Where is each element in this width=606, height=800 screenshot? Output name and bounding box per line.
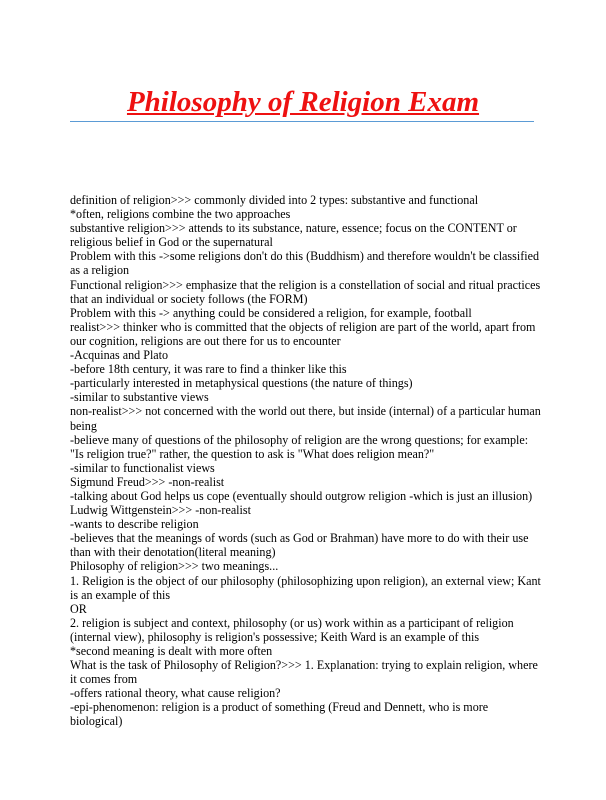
body-line: Sigmund Freud>>> -non-realist — [70, 474, 225, 489]
document-body — [70, 193, 540, 729]
body-line: religious belief in God or the supernatural — [70, 235, 273, 250]
body-line: Ludwig Wittgenstein>>> -non-realist — [70, 503, 251, 518]
body-line: *second meaning is dealt with more often — [70, 644, 273, 658]
body-line: -Acquinas and Plato — [70, 348, 169, 363]
body-line: realist>>> thinker who is committed that the objects of religion are part of the world, apart from — [70, 319, 536, 334]
body-line: OR — [70, 601, 87, 616]
body-line: 1. Religion is the object of our philosophy (philosophizing upon religion), an external view; Kant — [70, 573, 541, 588]
body-line: -believes that the meanings of words (such as God or Brahman) have more to do with their use — [70, 531, 529, 546]
body-line: that an individual or society follows (the FORM) — [70, 291, 308, 306]
body-line: 2. religion is subject and context, philosophy (or us) work within as a participant of religion — [70, 615, 514, 630]
body-line: -particularly interested in metaphysical questions (the nature of things) — [70, 376, 413, 391]
body-line: is an example of this — [70, 587, 171, 602]
body-line: Problem with this -> anything could be considered a religion, for example, football — [70, 305, 472, 320]
body-line: Functional religion>>> emphasize that the religion is a constellation of social and ritual practices — [70, 277, 541, 292]
body-line: than with their denotation(literal meaning) — [70, 545, 276, 560]
body-line: being — [70, 418, 97, 433]
body-line: *often, religions combine the two approaches — [70, 207, 291, 222]
title-divider — [70, 121, 534, 122]
body-line: our cognition, religions are out there for us to encounter — [70, 333, 341, 348]
body-line: it comes from — [70, 672, 138, 687]
body-line: definition of religion>>> commonly divided into 2 types: substantive and functional — [70, 193, 479, 207]
body-line: "Is religion true?" rather, the question to ask is "What does religion mean?" — [70, 446, 435, 461]
body-line: -talking about God helps us cope (eventually should outgrow religion -which is just an illusion) — [70, 488, 533, 503]
body-line: -similar to functionalist views — [70, 460, 215, 475]
body-line: -similar to substantive views — [70, 390, 209, 405]
body-line: biological) — [70, 714, 123, 729]
body-line: (internal view), philosophy is religion's possessive; Keith Ward is an example of this — [70, 629, 480, 644]
body-line: as a religion — [70, 263, 130, 278]
body-line: -before 18th century, it was rare to find a thinker like this — [70, 362, 347, 377]
body-line: -epi-phenomenon: religion is a product of something (Freud and Dennett, who is more — [70, 700, 489, 715]
body-line: -wants to describe religion — [70, 517, 199, 532]
body-line: non-realist>>> not concerned with the world out there, but inside (internal) of a particular human — [70, 404, 541, 419]
body-line: -offers rational theory, what cause religion? — [70, 686, 281, 701]
body-line: Problem with this ->some religions don't do this (Buddhism) and therefore wouldn't be classified — [70, 249, 539, 264]
body-line: substantive religion>>> attends to its substance, nature, essence; focus on the CONTENT or — [70, 221, 517, 236]
document-title: Philosophy of Religion Exam — [126, 86, 480, 118]
body-line: What is the task of Philosophy of Religion?>>> 1. Explanation: trying to explain religion, where — [70, 658, 538, 673]
body-line: -believe many of questions of the philosophy of religion are the wrong questions; for example: — [70, 432, 529, 447]
body-line: Philosophy of religion>>> two meanings... — [70, 559, 279, 574]
